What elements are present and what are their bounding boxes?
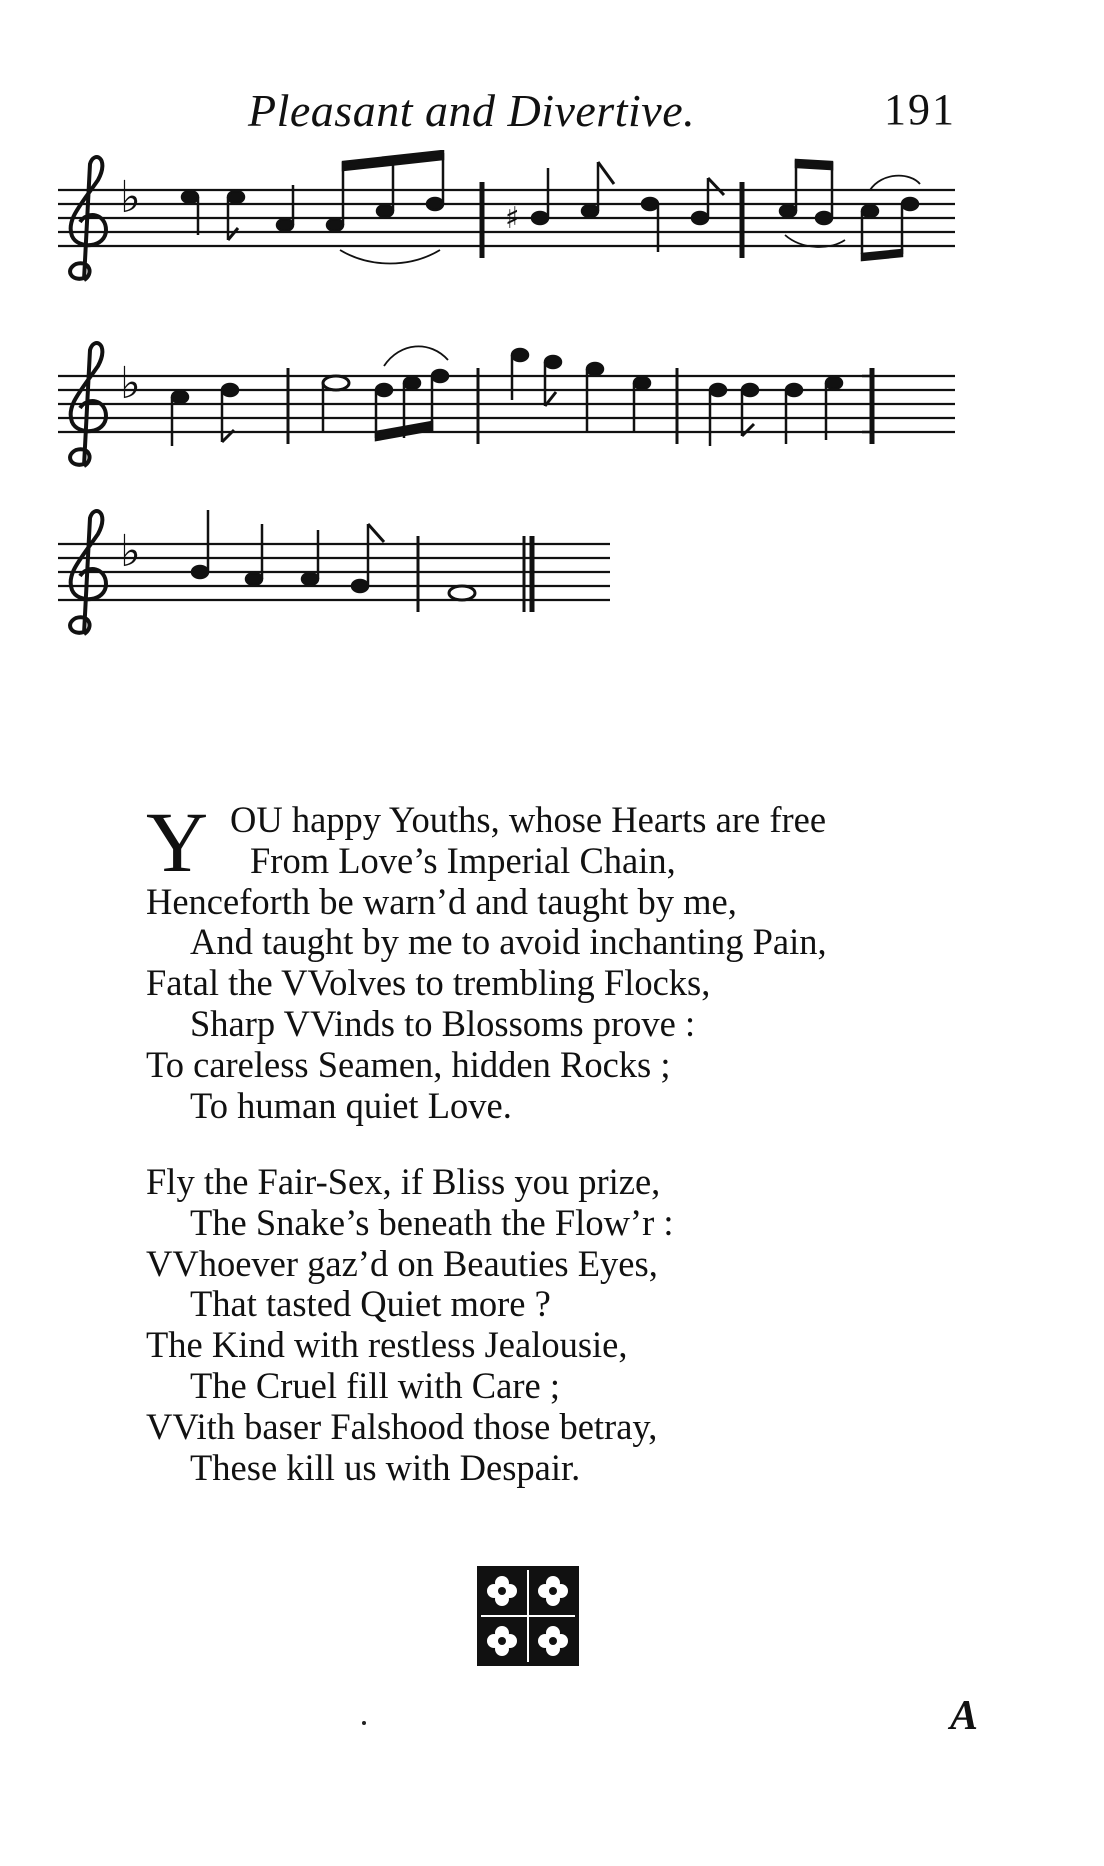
catchword: A: [950, 1693, 979, 1739]
quatrefoil-ornament-icon: [477, 1566, 579, 1666]
music-staff-1: [50, 150, 970, 300]
stray-dot: [362, 1721, 366, 1725]
verse-1: [146, 794, 827, 1126]
music-staff-3: [50, 504, 670, 654]
verse-line: To human quiet Love.: [190, 1084, 512, 1126]
verse-line: Henceforth be warn’d and taught by me,: [146, 880, 737, 922]
verse-line: That tasted Quiet more ?: [190, 1283, 551, 1325]
running-title: Pleasant and Divertive.: [248, 85, 696, 136]
verse-line: The Snake’s beneath the Flow’r :: [190, 1201, 674, 1243]
verse-line: Sharp VVinds to Blossoms prove :: [190, 1002, 696, 1044]
verse-line: And taught by me to avoid inchanting Pain,: [190, 921, 827, 963]
svg-text:♭: ♭: [120, 172, 141, 223]
verse-line: These kill us with Despair.: [190, 1446, 581, 1488]
verse-line: Fatal the VVolves to trembling Flocks,: [146, 962, 711, 1004]
svg-text:♭: ♭: [120, 526, 141, 577]
verse-2: [146, 1162, 674, 1488]
verse-line: To careless Seamen, hidden Rocks ;: [146, 1043, 671, 1085]
verse-line: VVhoever gaz’d on Beauties Eyes,: [146, 1242, 658, 1284]
svg-text:♯: ♯: [505, 201, 520, 236]
page-number: 191: [884, 85, 956, 134]
verse-line: The Cruel fill with Care ;: [190, 1364, 560, 1406]
verse-line: VVith baser Falshood those betray,: [146, 1405, 658, 1447]
verse-line: The Kind with restless Jealousie,: [146, 1324, 628, 1366]
svg-text:♭: ♭: [120, 358, 141, 409]
verse-line: Fly the Fair-Sex, if Bliss you prize,: [146, 1161, 661, 1202]
verse-line: OU happy Youths, whose Hearts are free: [230, 799, 827, 840]
verse-line: From Love’s Imperial Chain,: [250, 839, 676, 881]
music-staff-2: [50, 336, 970, 486]
drop-cap: Y: [146, 794, 209, 890]
